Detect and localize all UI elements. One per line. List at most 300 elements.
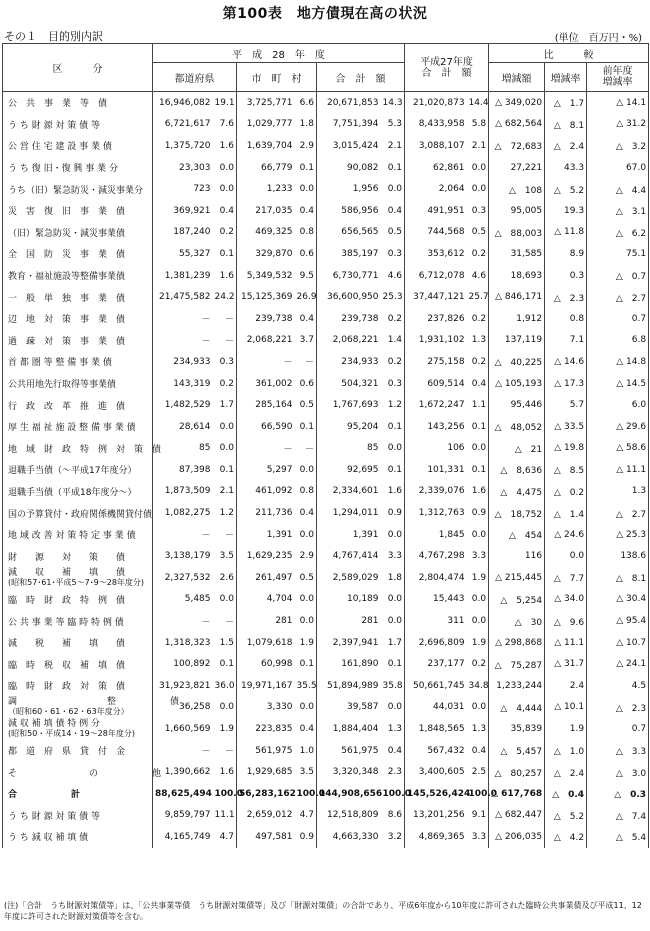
cell-h27r: 0.2 <box>467 653 489 675</box>
cell-pr: 0.2 <box>213 222 237 244</box>
cell-ta: 281 <box>317 610 381 632</box>
cell-ca: 223,835 <box>237 718 295 740</box>
cell-h27r: 1.9 <box>467 567 489 589</box>
cell-cr: 0.0 <box>295 610 317 632</box>
cell-cr: 0.4 <box>295 200 317 222</box>
cell-rate: 5.7 <box>545 394 587 416</box>
cell-h27a: 2,804,474 <box>405 567 467 589</box>
cell-pa: － <box>153 308 213 330</box>
cell-cr: 6.6 <box>295 92 317 114</box>
cell-pr: 4.7 <box>213 826 237 848</box>
row-label: 退職手当債（～平成17年度分） <box>3 459 153 481</box>
row-label: （旧）緊急防災・減災事業債 <box>3 222 153 244</box>
cell-pr: 11.1 <box>213 805 237 827</box>
cell-rate: 0.8 <box>545 308 587 330</box>
cell-cr: 2.9 <box>295 545 317 567</box>
cell-diff: △ 8,636 <box>489 459 545 481</box>
table-row <box>3 826 649 848</box>
cell-tr: 0.0 <box>381 697 405 719</box>
cell-pa: 1,381,239 <box>153 265 213 287</box>
cell-rate: 0.3 <box>545 265 587 287</box>
cell-diff: 1,233,244 <box>489 675 545 697</box>
row-label: 臨 時 財 政 対 策 債 <box>3 675 153 697</box>
row-label: 一 般 単 独 事 業 債 <box>3 286 153 308</box>
row-label: 教育・福祉施設等整備事業債 <box>3 265 153 287</box>
cell-tr: 0.0 <box>381 610 405 632</box>
compare-header: 比 較 <box>489 44 649 63</box>
cell-h27r: 0.4 <box>467 740 489 762</box>
cell-diff: 35,839 <box>489 718 545 740</box>
table-row <box>3 632 649 654</box>
cell-diff: △ 18,752 <box>489 502 545 524</box>
cell-h27a: 143,256 <box>405 416 467 438</box>
cell-pr: 19.1 <box>213 92 237 114</box>
cell-prev: △ 2.7 <box>587 502 649 524</box>
cell-diff: △ 88,003 <box>489 222 545 244</box>
cell-ta: 161,890 <box>317 653 381 675</box>
cell-pr: 0.1 <box>213 653 237 675</box>
cell-pr: 0.0 <box>213 438 237 460</box>
table-row <box>3 653 649 675</box>
cell-rate: △ 24.6 <box>545 524 587 546</box>
cell-rate: △ 2.4 <box>545 135 587 157</box>
cell-h27a: 62,861 <box>405 157 467 179</box>
cell-pa: 28,614 <box>153 416 213 438</box>
cell-tr: 0.3 <box>381 373 405 395</box>
cell-diff: 137,119 <box>489 330 545 352</box>
cell-ca: 15,125,369 <box>237 286 295 308</box>
cell-tr: 5.3 <box>381 114 405 136</box>
row-label: う ち 財 源 対 策 債 等 <box>3 805 153 827</box>
cell-ca: 1,629,235 <box>237 545 295 567</box>
cell-rate: △ 14.6 <box>545 351 587 373</box>
cell-h27a: 567,432 <box>405 740 467 762</box>
debt-table <box>2 43 649 848</box>
table-row <box>3 805 649 827</box>
cell-rate: △ 8.5 <box>545 459 587 481</box>
cell-rate: △ 19.8 <box>545 438 587 460</box>
cell-cr: － <box>295 438 317 460</box>
cell-cr: 100.0 <box>295 783 317 805</box>
cell-pr: 100.0 <box>213 783 237 805</box>
cell-pa: 4,165,749 <box>153 826 213 848</box>
cell-cr: 0.4 <box>295 718 317 740</box>
cell-h27a: 609,514 <box>405 373 467 395</box>
cell-ta: 4,663,330 <box>317 826 381 848</box>
cell-prev: △ 24.1 <box>587 653 649 675</box>
cell-ca: 66,590 <box>237 416 295 438</box>
cell-h27r: 0.9 <box>467 502 489 524</box>
cell-pr: 0.2 <box>213 373 237 395</box>
cell-pa: 234,933 <box>153 351 213 373</box>
cell-ta: 1,767,693 <box>317 394 381 416</box>
cell-ta: 2,334,601 <box>317 481 381 503</box>
cell-pr: 36.0 <box>213 675 237 697</box>
cell-ca: 469,325 <box>237 222 295 244</box>
cell-prev: △ 7.4 <box>587 805 649 827</box>
cell-prev: △ 4.4 <box>587 178 649 200</box>
cell-rate: △ 0.2 <box>545 481 587 503</box>
cell-rate: 8.9 <box>545 243 587 265</box>
cell-pa: 2,327,532 <box>153 567 213 589</box>
cell-ta: 2,397,941 <box>317 632 381 654</box>
table-row <box>3 200 649 222</box>
cell-pr: 1.9 <box>213 718 237 740</box>
row-label: 減 税 補 填 債 <box>3 632 153 654</box>
row-label: 行 政 改 革 推 進 債 <box>3 394 153 416</box>
cell-h27a: 311 <box>405 610 467 632</box>
cell-h27r: 14.4 <box>467 92 489 114</box>
cell-ca: 1,929,685 <box>237 761 295 783</box>
cell-diff: △ 349,020 <box>489 92 545 114</box>
table-row <box>3 265 649 287</box>
row-label: 公共用地先行取得等事業債 <box>3 373 153 395</box>
cell-pa: 21,475,582 <box>153 286 213 308</box>
cell-h27r: 0.5 <box>467 222 489 244</box>
cell-ca: 285,164 <box>237 394 295 416</box>
row-label: 首 都 圏 等 整 備 事 業 債 <box>3 351 153 373</box>
page-title: 第100表 地方債現在高の状況 <box>222 6 428 22</box>
cell-ta: 7,751,394 <box>317 114 381 136</box>
cell-h27a: 13,201,256 <box>405 805 467 827</box>
cell-ca: 5,349,532 <box>237 265 295 287</box>
row-label: 国の予算貸付・政府関係機関貸付債 <box>3 502 153 524</box>
cell-tr: 25.3 <box>381 286 405 308</box>
row-label: 全 国 防 災 事 業 債 <box>3 243 153 265</box>
cell-ta: 39,587 <box>317 697 381 719</box>
row-label: 地 域 改 善 対 策 特 定 事 業 債 <box>3 524 153 546</box>
cell-tr: 1.2 <box>381 394 405 416</box>
cell-pa: 1,873,509 <box>153 481 213 503</box>
cell-cr: 0.6 <box>295 243 317 265</box>
cell-diff: △ 48,052 <box>489 416 545 438</box>
table-row <box>3 740 649 762</box>
cell-ta: 2,068,221 <box>317 330 381 352</box>
cell-prev: △ 2.3 <box>587 697 649 719</box>
cell-h27r: 0.1 <box>467 459 489 481</box>
cell-diff: △ 30 <box>489 610 545 632</box>
cell-pa: 36,258 <box>153 697 213 719</box>
cell-diff: △ 5,457 <box>489 740 545 762</box>
cell-pa: － <box>153 330 213 352</box>
cell-h27r: 9.1 <box>467 805 489 827</box>
cell-diff: △ 105,193 <box>489 373 545 395</box>
cell-cr: 3.7 <box>295 330 317 352</box>
cell-cr: 0.0 <box>295 589 317 611</box>
cell-ta: 586,956 <box>317 200 381 222</box>
cell-tr: 0.1 <box>381 157 405 179</box>
cell-prev: △ 0.3 <box>587 783 649 805</box>
row-label: 合 計 <box>3 783 153 805</box>
row-label: う ち 減 収 補 填 債 <box>3 826 153 848</box>
cell-rate: △ 4.2 <box>545 826 587 848</box>
cell-diff: △ 206,035 <box>489 826 545 848</box>
cell-ca: 1,079,618 <box>237 632 295 654</box>
cell-ca: 561,975 <box>237 740 295 762</box>
cell-pa: － <box>153 610 213 632</box>
cell-pa: 1,482,529 <box>153 394 213 416</box>
cell-ta: 1,294,011 <box>317 502 381 524</box>
cell-pr: 2.6 <box>213 567 237 589</box>
cell-h27r: 5.8 <box>467 114 489 136</box>
cell-h27r: 0.0 <box>467 697 489 719</box>
h28-header: 平 成 28 年 度 <box>153 44 405 63</box>
cell-pr: 1.6 <box>213 761 237 783</box>
cell-cr: 1.0 <box>295 740 317 762</box>
cell-rate: △ 2.4 <box>545 761 587 783</box>
table-row <box>3 416 649 438</box>
cell-cr: 0.5 <box>295 394 317 416</box>
cell-rate: △ 17.3 <box>545 373 587 395</box>
cell-pa: － <box>153 740 213 762</box>
cell-tr: 0.0 <box>381 589 405 611</box>
cell-h27r: 0.2 <box>467 351 489 373</box>
cell-rate: △ 7.7 <box>545 567 587 589</box>
table-row <box>3 675 649 697</box>
cell-h27a: 44,031 <box>405 697 467 719</box>
cell-diff: 18,693 <box>489 265 545 287</box>
table-row <box>3 157 649 179</box>
cell-tr: 0.5 <box>381 222 405 244</box>
cell-diff: △ 846,171 <box>489 286 545 308</box>
row-label: 調 整 債 （昭和60・61・62・63年度分） <box>3 697 153 719</box>
cell-rate: △ 33.5 <box>545 416 587 438</box>
page-subtitle: その１ 目的別内訳 <box>4 30 103 43</box>
cell-cr: 0.0 <box>295 697 317 719</box>
cell-prev: △ 2.7 <box>587 286 649 308</box>
cell-pr: － <box>213 524 237 546</box>
cell-diff: 95,446 <box>489 394 545 416</box>
cell-ca: 66,779 <box>237 157 295 179</box>
cell-ca: 211,736 <box>237 502 295 524</box>
cell-pr: 0.0 <box>213 589 237 611</box>
row-label: う ち 財 源 対 策 債 等 <box>3 114 153 136</box>
cell-diff: △ 21 <box>489 438 545 460</box>
cell-pr: 0.0 <box>213 416 237 438</box>
cell-prev: 75.1 <box>587 243 649 265</box>
cell-prev: △ 8.1 <box>587 567 649 589</box>
row-label: 過 疎 対 策 事 業 債 <box>3 330 153 352</box>
row-label: 辺 地 対 策 事 業 債 <box>3 308 153 330</box>
cell-rate: △ 2.3 <box>545 286 587 308</box>
cell-diff: △ 4,444 <box>489 697 545 719</box>
cell-tr: 1.8 <box>381 567 405 589</box>
cell-tr: 2.1 <box>381 135 405 157</box>
cell-prev: △ 14.5 <box>587 373 649 395</box>
row-label: うち（旧）緊急防災・減災事業分 <box>3 178 153 200</box>
cell-h27r: 0.0 <box>467 157 489 179</box>
cell-prev: △ 29.6 <box>587 416 649 438</box>
cell-ta: 3,320,348 <box>317 761 381 783</box>
cell-cr: 0.9 <box>295 826 317 848</box>
cell-h27r: 1.3 <box>467 330 489 352</box>
row-label: 減 収 補 填 債 (昭和57･61･平成5～7･9～28年度分) <box>3 567 153 589</box>
cell-h27a: 106 <box>405 438 467 460</box>
cell-tr: 1.3 <box>381 718 405 740</box>
cell-diff: △ 72,683 <box>489 135 545 157</box>
cell-pa: 55,327 <box>153 243 213 265</box>
cell-rate: △ 8.1 <box>545 114 587 136</box>
table-row <box>3 697 649 719</box>
table-row <box>3 351 649 373</box>
cell-h27r: 0.2 <box>467 243 489 265</box>
category-header: 区 分 <box>3 44 153 92</box>
cell-rate: △ 31.7 <box>545 653 587 675</box>
cell-prev: △ 3.0 <box>587 761 649 783</box>
cell-h27r: 2.1 <box>467 135 489 157</box>
cell-rate: △ 11.8 <box>545 222 587 244</box>
cell-cr: 9.5 <box>295 265 317 287</box>
row-label: 災 害 復 旧 事 業 債 <box>3 200 153 222</box>
cell-ca: － <box>237 438 295 460</box>
row-label: そ の 他 <box>3 761 153 783</box>
cell-pr: 1.7 <box>213 394 237 416</box>
cell-h27a: 1,845 <box>405 524 467 546</box>
cell-h27a: 744,568 <box>405 222 467 244</box>
cell-diff: △ 682,447 <box>489 805 545 827</box>
cell-diff: △ 215,445 <box>489 567 545 589</box>
cell-h27a: 21,020,873 <box>405 92 467 114</box>
cell-pr: 1.6 <box>213 265 237 287</box>
cell-ta: 85 <box>317 438 381 460</box>
cell-h27r: 25.7 <box>467 286 489 308</box>
table-row <box>3 178 649 200</box>
cell-prev: 67.0 <box>587 157 649 179</box>
cell-tr: 0.4 <box>381 200 405 222</box>
cell-tr: 0.1 <box>381 653 405 675</box>
table-row <box>3 330 649 352</box>
cell-rate: △ 1.0 <box>545 740 587 762</box>
cell-ta: 1,391 <box>317 524 381 546</box>
cell-pa: 31,923,821 <box>153 675 213 697</box>
table-row <box>3 373 649 395</box>
cell-cr: 26.9 <box>295 286 317 308</box>
cell-tr: 8.6 <box>381 805 405 827</box>
cell-diff: △ 40,225 <box>489 351 545 373</box>
cell-tr: 0.1 <box>381 416 405 438</box>
cell-h27r: 100.0 <box>467 783 489 805</box>
cell-pa: 1,318,323 <box>153 632 213 654</box>
cell-h27a: 1,672,247 <box>405 394 467 416</box>
cell-pr: 0.0 <box>213 697 237 719</box>
row-label: 厚 生 福 祉 施 設 整 備 事 業 債 <box>3 416 153 438</box>
cell-ta: 234,933 <box>317 351 381 373</box>
cell-diff: △ 617,768 <box>489 783 545 805</box>
total-header: 合 計 額 <box>317 63 405 92</box>
cell-ca: 2,659,012 <box>237 805 295 827</box>
cell-ta: 90,082 <box>317 157 381 179</box>
cell-tr: 1.7 <box>381 632 405 654</box>
cell-rate: 7.1 <box>545 330 587 352</box>
cell-pa: 23,303 <box>153 157 213 179</box>
cell-pa: 87,398 <box>153 459 213 481</box>
cell-diff: △ 80,257 <box>489 761 545 783</box>
row-label: 公 営 住 宅 建 設 事 業 債 <box>3 135 153 157</box>
cell-ca: 1,233 <box>237 178 295 200</box>
cell-pr: 0.0 <box>213 178 237 200</box>
cell-h27a: 275,158 <box>405 351 467 373</box>
cell-ta: 3,015,424 <box>317 135 381 157</box>
cell-diff: 31,585 <box>489 243 545 265</box>
cell-rate: △ 1.7 <box>545 92 587 114</box>
cell-cr: 0.8 <box>295 481 317 503</box>
cell-pr: 0.0 <box>213 157 237 179</box>
cell-pa: 369,921 <box>153 200 213 222</box>
cell-tr: 0.1 <box>381 459 405 481</box>
cell-pr: 0.3 <box>213 351 237 373</box>
cell-h27a: 15,443 <box>405 589 467 611</box>
cell-h27r: 0.1 <box>467 416 489 438</box>
table-row <box>3 286 649 308</box>
cell-rate: △ 11.1 <box>545 632 587 654</box>
cell-h27a: 37,447,121 <box>405 286 467 308</box>
cell-h27r: 1.1 <box>467 394 489 416</box>
cell-h27r: 0.0 <box>467 610 489 632</box>
cell-prev: △ 3.1 <box>587 200 649 222</box>
cell-cr: 0.0 <box>295 524 317 546</box>
cell-cr: 4.7 <box>295 805 317 827</box>
cell-tr: 14.3 <box>381 92 405 114</box>
row-label: 退職手当債（平成18年度分～） <box>3 481 153 503</box>
table-row <box>3 135 649 157</box>
cell-h27a: 8,433,958 <box>405 114 467 136</box>
table-row <box>3 718 649 740</box>
cell-pr: － <box>213 330 237 352</box>
cell-prev: △ 95.4 <box>587 610 649 632</box>
cell-rate: 2.4 <box>545 675 587 697</box>
cell-ta: 36,600,950 <box>317 286 381 308</box>
cell-ca: 1,029,777 <box>237 114 295 136</box>
table-row <box>3 243 649 265</box>
cell-ca: 56,283,162 <box>237 783 295 805</box>
row-label: 臨 時 税 収 補 填 債 <box>3 653 153 675</box>
cell-cr: 3.5 <box>295 761 317 783</box>
cell-ta: 656,565 <box>317 222 381 244</box>
cell-ca: 361,002 <box>237 373 295 395</box>
cell-ta: 561,975 <box>317 740 381 762</box>
cell-h27a: 1,312,763 <box>405 502 467 524</box>
cell-pr: 3.5 <box>213 545 237 567</box>
table-row <box>3 524 649 546</box>
cell-pr: 0.1 <box>213 243 237 265</box>
cell-tr: 0.2 <box>381 308 405 330</box>
cell-h27a: 1,931,102 <box>405 330 467 352</box>
table-row <box>3 438 649 460</box>
cell-rate: △ 10.1 <box>545 697 587 719</box>
cell-prev: 138.6 <box>587 545 649 567</box>
cell-h27a: 2,696,809 <box>405 632 467 654</box>
cell-ta: 144,908,656 <box>317 783 381 805</box>
cell-tr: 3.3 <box>381 545 405 567</box>
cell-h27a: 2,339,076 <box>405 481 467 503</box>
cell-prev: △ 31.2 <box>587 114 649 136</box>
cell-pa: 9,859,797 <box>153 805 213 827</box>
cell-pa: 723 <box>153 178 213 200</box>
footnote: (注)「合計 うち財源対策債等」は、「公共事業等債 うち財源対策債等」及び「財源対策債」の合計であり、平成6年度から10年度に許可された臨時公共事業債及び平成11、12年度に許可された財源対策債等を含む。 <box>4 901 642 921</box>
cell-tr: 0.0 <box>381 178 405 200</box>
cell-prev: △ 3.2 <box>587 135 649 157</box>
cell-ta: 12,518,809 <box>317 805 381 827</box>
cell-ca: 1,639,704 <box>237 135 295 157</box>
cell-pa: 3,138,179 <box>153 545 213 567</box>
cell-rate: △ 9.6 <box>545 610 587 632</box>
table-row <box>3 545 649 567</box>
cell-h27r: 0.2 <box>467 308 489 330</box>
cell-ca: 217,035 <box>237 200 295 222</box>
cell-ta: 1,956 <box>317 178 381 200</box>
table-row <box>3 394 649 416</box>
cell-prev: △ 10.7 <box>587 632 649 654</box>
